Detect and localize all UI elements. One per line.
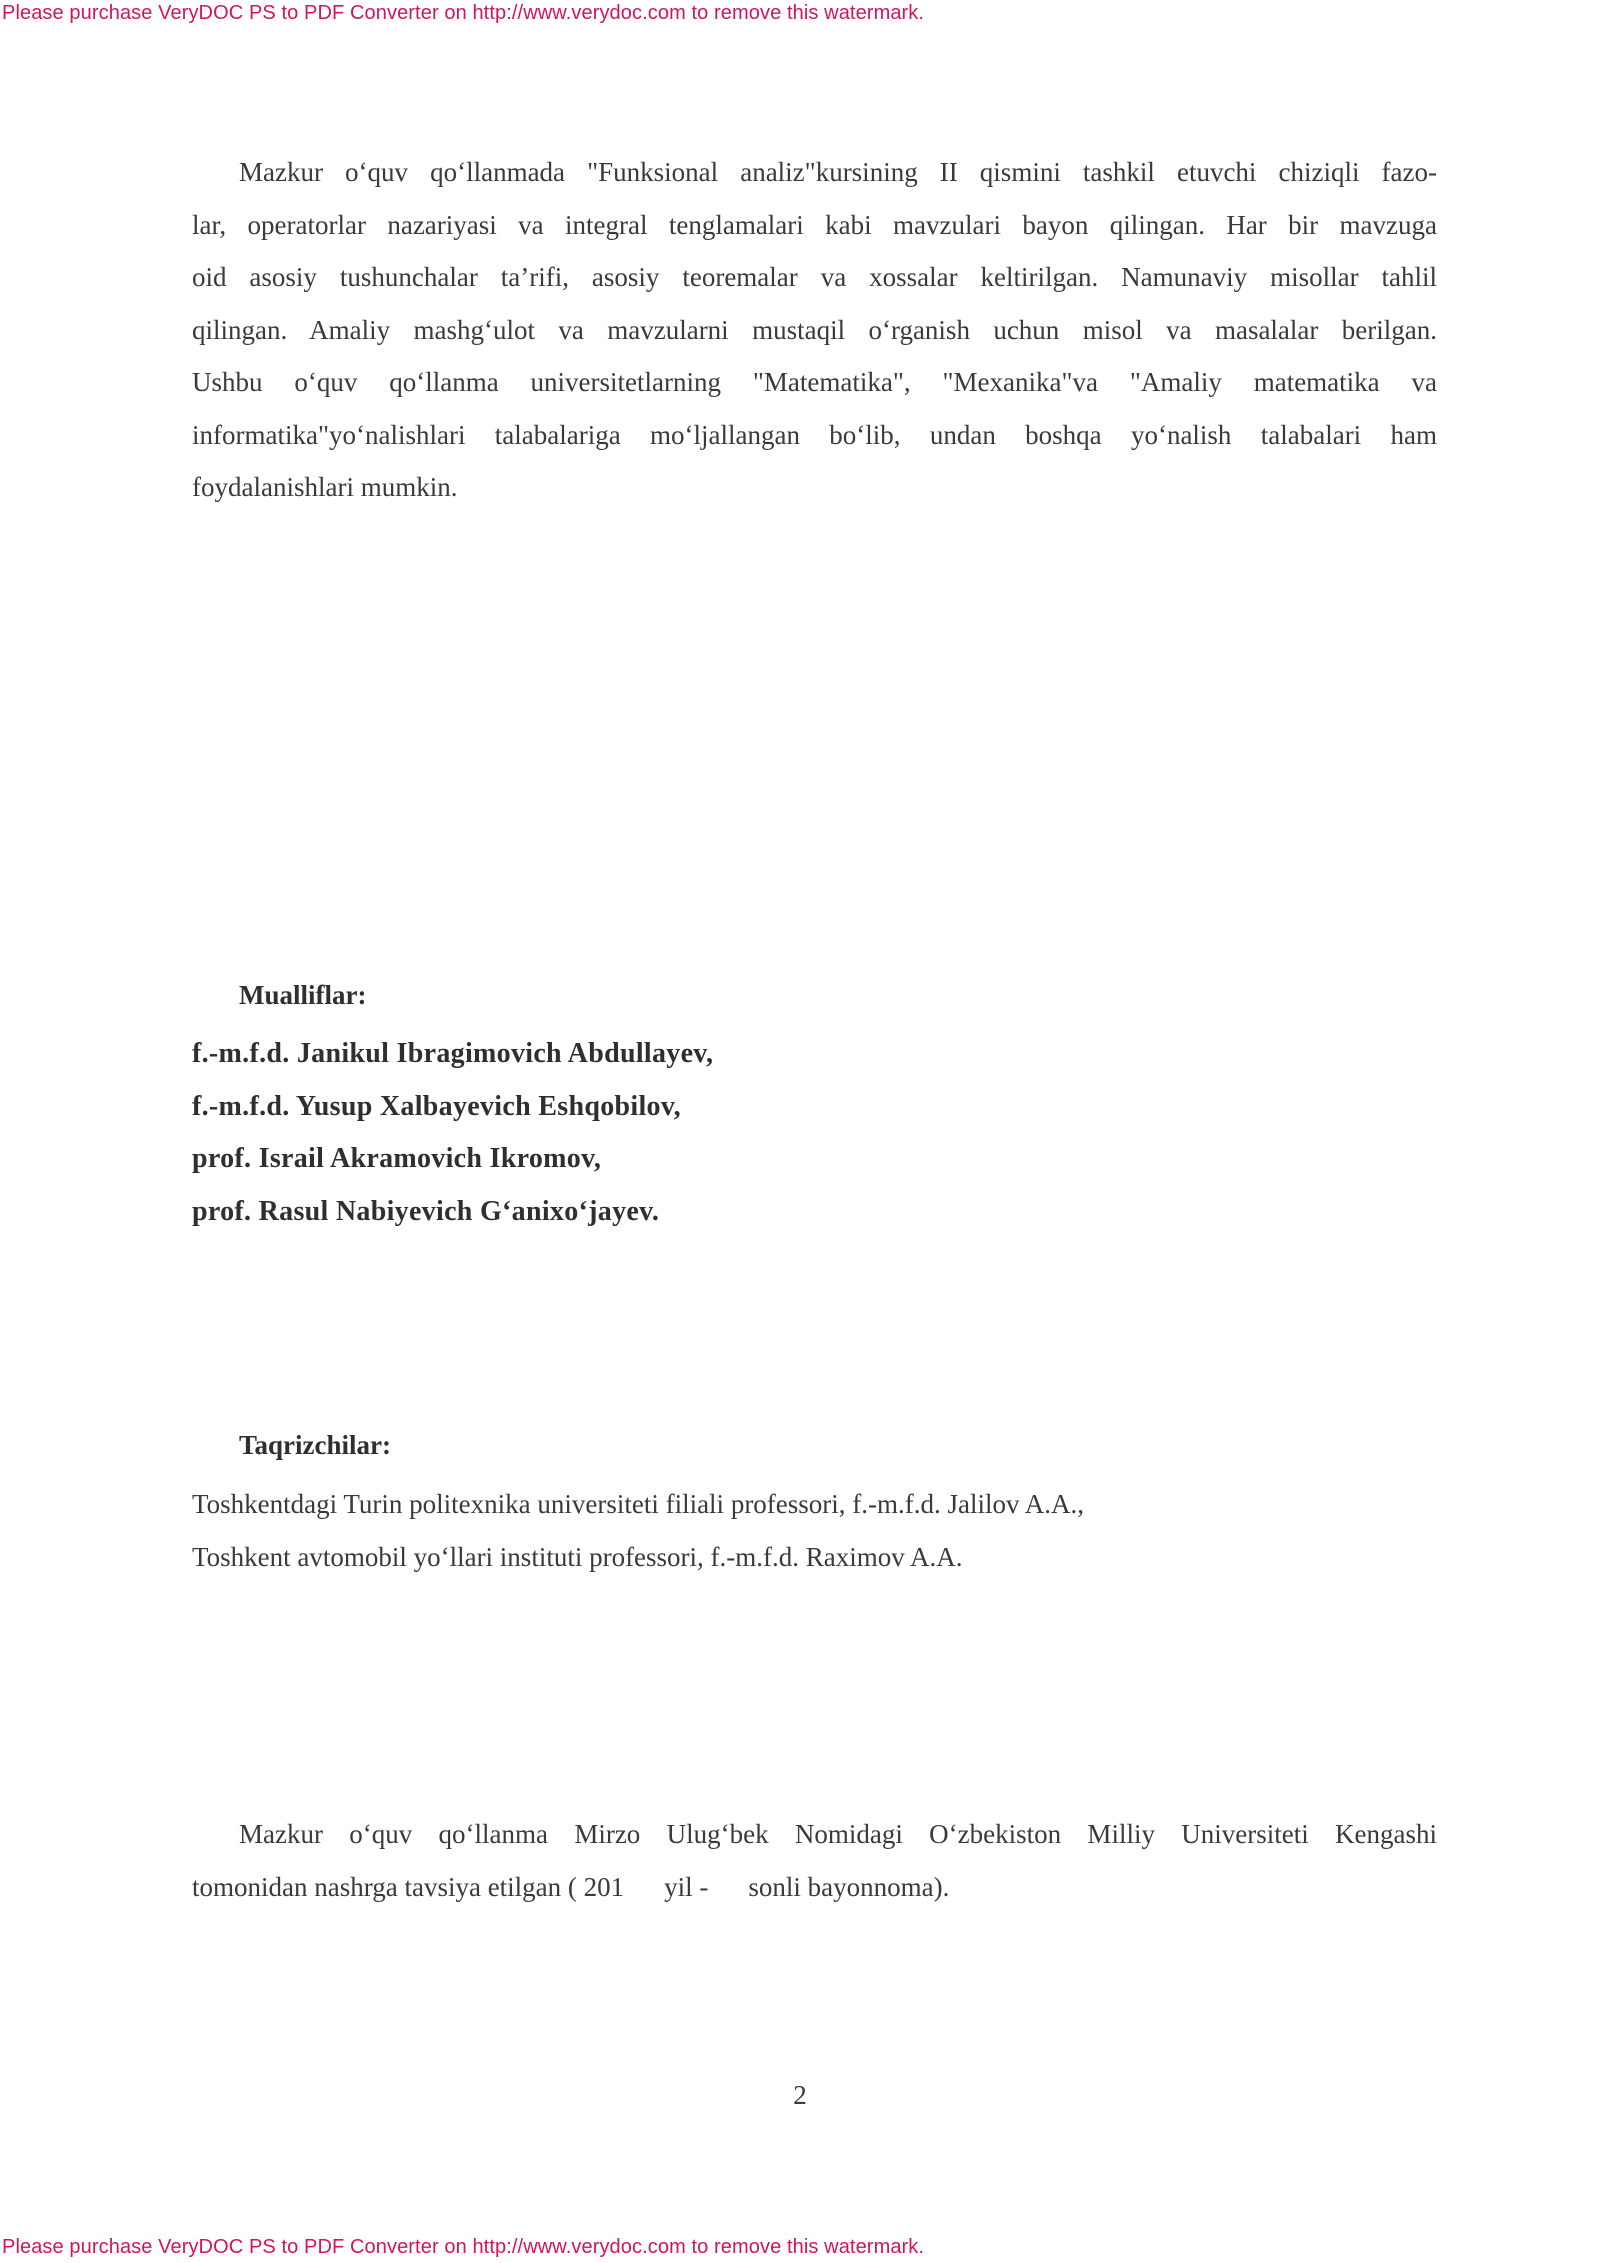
watermark-bottom: Please purchase VeryDOC PS to PDF Converter on http://www.verydoc.com to remove this watermark. <box>2 2236 925 2258</box>
approval-line-2: tomonidan nashrga tavsiya etilgan ( 201 yil - sonli bayonnoma). <box>192 1871 950 1902</box>
authors-heading: Mualliflar: <box>239 980 367 1010</box>
intro-line-4: qilingan. Amaliy mashg‘ulot va mavzularni mustaqil o‘rganish uchun misol va masalalar berilgan. <box>192 314 1437 345</box>
approval-paragraph <box>192 1808 1437 1913</box>
reviewer-item: Toshkentdagi Turin politexnika universiteti filiali professori, f.-m.f.d. Jalilov A.A., <box>192 1489 1085 1519</box>
page-number: 2 <box>793 2080 807 2110</box>
intro-line-7: foydalanishlari mumkin. <box>192 472 458 502</box>
approval-line-1: Mazkur o‘quv qo‘llanma Mirzo Ulug‘bek Nomidagi O‘zbekiston Milliy Universiteti Kengashi <box>239 1819 1437 1849</box>
author-item: prof. Israil Akramovich Ikromov, <box>192 1143 602 1174</box>
watermark-top: Please purchase VeryDOC PS to PDF Converter on http://www.verydoc.com to remove this watermark. <box>2 2 925 24</box>
intro-paragraph <box>192 146 1437 514</box>
author-item: prof. Rasul Nabiyevich G‘anixo‘jayev. <box>192 1195 660 1227</box>
intro-line-2: lar, operatorlar nazariyasi va integral tenglamalari kabi mavzulari bayon qilingan. Har bir mavzuga <box>192 209 1437 240</box>
reviewers-list <box>192 1478 1084 1583</box>
reviewer-item: Toshkent avtomobil yo‘llari instituti professori, f.-m.f.d. Raximov A.A. <box>192 1541 963 1572</box>
intro-line-1: Mazkur o‘quv qo‘llanmada "Funksional analiz"kursining II qismini tashkil etuvchi chiziqli fazo- <box>239 157 1437 187</box>
author-item: f.-m.f.d. Janikul Ibragimovich Abdullayev, <box>192 1038 714 1069</box>
reviewers-heading: Taqrizchilar: <box>239 1430 391 1460</box>
intro-line-5: Ushbu o‘quv qo‘llanma universitetlarning "Matematika", "Mexanika"va "Amaliy matematika va <box>192 367 1437 397</box>
intro-line-3: oid asosiy tushunchalar ta’rifi, asosiy teoremalar va xossalar keltirilgan. Namunaviy misollar tahlil <box>192 262 1437 292</box>
author-item: f.-m.f.d. Yusup Xalbayevich Eshqobilov, <box>192 1090 681 1122</box>
authors-list <box>192 1028 713 1238</box>
intro-line-6: informatika"yo‘nalishlari talabalariga mo‘ljallangan bo‘lib, undan boshqa yo‘nalish talabalari ham <box>192 419 1437 450</box>
